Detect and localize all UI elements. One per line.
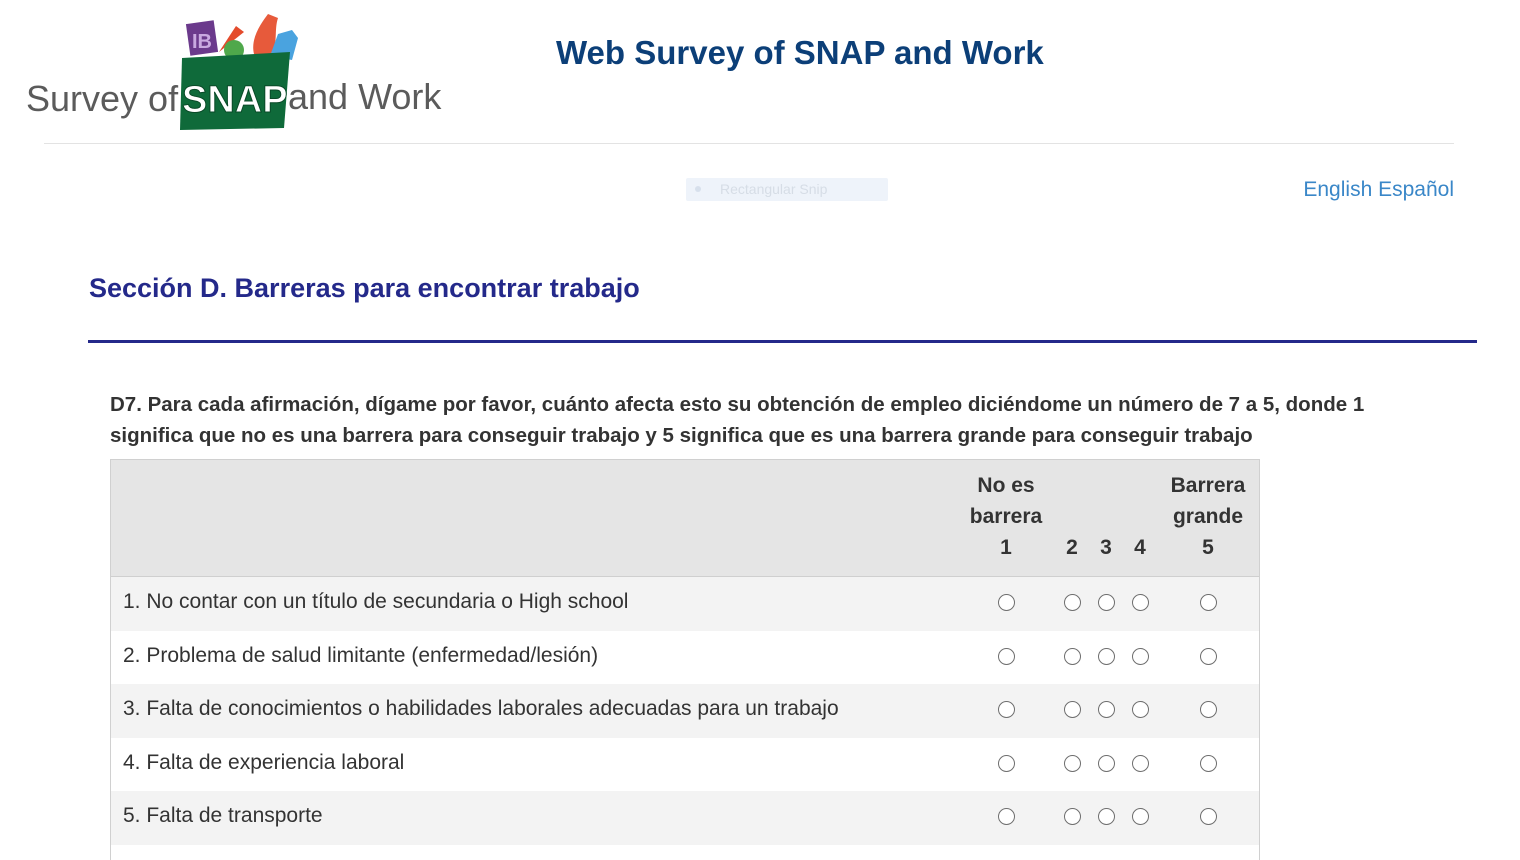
snip-record-icon xyxy=(695,186,701,192)
snip-overlay xyxy=(686,178,888,201)
section-divider xyxy=(88,340,1477,343)
radio-option-4[interactable] xyxy=(1132,808,1149,825)
logo-box-letters: IB xyxy=(192,31,212,53)
logo-text-left: Survey of xyxy=(26,78,179,119)
scale-label-4: 4 xyxy=(1134,536,1146,559)
radio-option-5[interactable] xyxy=(1200,648,1217,665)
site-title: Web Survey of SNAP and Work xyxy=(556,34,1044,71)
radio-option-1[interactable] xyxy=(998,701,1015,718)
radio-option-3[interactable] xyxy=(1098,701,1115,718)
header-no-barrier xyxy=(956,470,1056,532)
grid-row xyxy=(111,631,1259,685)
radio-option-4[interactable] xyxy=(1132,648,1149,665)
radio-option-1[interactable] xyxy=(998,594,1015,611)
survey-logo xyxy=(22,8,446,136)
radio-option-1[interactable] xyxy=(998,808,1015,825)
section-title: Sección D. Barreras para encontrar trabajo xyxy=(89,273,640,303)
row-label: 4. Falta de experiencia laboral xyxy=(123,751,405,774)
question-text: D7. Para cada afirmación, dígame por favor, cuánto afecta esto su obtención de empleo diciéndome un número de 7 a 5, donde 1 significa que no es una barrera para conseguir trabajo y 5 significa que es una barrera grande para conseguir trabajo xyxy=(110,393,1365,447)
radio-option-1[interactable] xyxy=(998,755,1015,772)
radio-option-5[interactable] xyxy=(1200,755,1217,772)
radio-option-4[interactable] xyxy=(1132,594,1149,611)
row-label: 2. Problema de salud limitante (enfermedad/lesión) xyxy=(123,644,599,667)
grid-row xyxy=(111,791,1259,845)
header-divider xyxy=(44,143,1454,144)
header-big-barrier xyxy=(1158,470,1258,532)
radio-option-2[interactable] xyxy=(1064,648,1081,665)
grid-header xyxy=(111,460,1259,577)
grid-row xyxy=(111,738,1259,792)
grid-row xyxy=(111,577,1259,631)
header-big-barrier-line1: Barrera xyxy=(1170,474,1246,497)
radio-option-4[interactable] xyxy=(1132,755,1149,772)
radio-option-2[interactable] xyxy=(1064,594,1081,611)
header-no-barrier-line1: No es xyxy=(977,474,1035,497)
scale-label-5: 5 xyxy=(1202,536,1214,559)
scale-label-2: 2 xyxy=(1066,536,1078,559)
grid-row xyxy=(111,684,1259,738)
header-no-barrier-line2: barrera xyxy=(969,505,1043,528)
header-big-barrier-line2: grande xyxy=(1172,505,1243,528)
logo-text-brand: SNAP xyxy=(182,79,288,121)
rating-grid xyxy=(110,459,1260,860)
radio-option-5[interactable] xyxy=(1200,701,1217,718)
scale-label-3: 3 xyxy=(1100,536,1112,559)
radio-option-3[interactable] xyxy=(1098,808,1115,825)
language-english-link[interactable]: English xyxy=(1303,178,1373,201)
row-label: 3. Falta de conocimientos o habilidades laborales adecuadas para un trabajo xyxy=(123,697,839,720)
radio-option-2[interactable] xyxy=(1064,755,1081,772)
radio-option-5[interactable] xyxy=(1200,808,1217,825)
radio-option-5[interactable] xyxy=(1200,594,1217,611)
radio-option-2[interactable] xyxy=(1064,808,1081,825)
radio-option-4[interactable] xyxy=(1132,701,1149,718)
scale-label-1: 1 xyxy=(1000,536,1012,559)
radio-option-3[interactable] xyxy=(1098,648,1115,665)
row-label: 5. Falta de transporte xyxy=(123,804,323,827)
radio-option-1[interactable] xyxy=(998,648,1015,665)
language-spanish-link[interactable]: Español xyxy=(1378,178,1454,201)
radio-option-3[interactable] xyxy=(1098,755,1115,772)
logo-text-right: and Work xyxy=(288,76,442,117)
radio-option-3[interactable] xyxy=(1098,594,1115,611)
language-switcher xyxy=(1303,178,1454,202)
radio-option-2[interactable] xyxy=(1064,701,1081,718)
snip-label: Rectangular Snip xyxy=(720,181,828,197)
row-label: 1. No contar con un título de secundaria o High school xyxy=(123,590,629,613)
